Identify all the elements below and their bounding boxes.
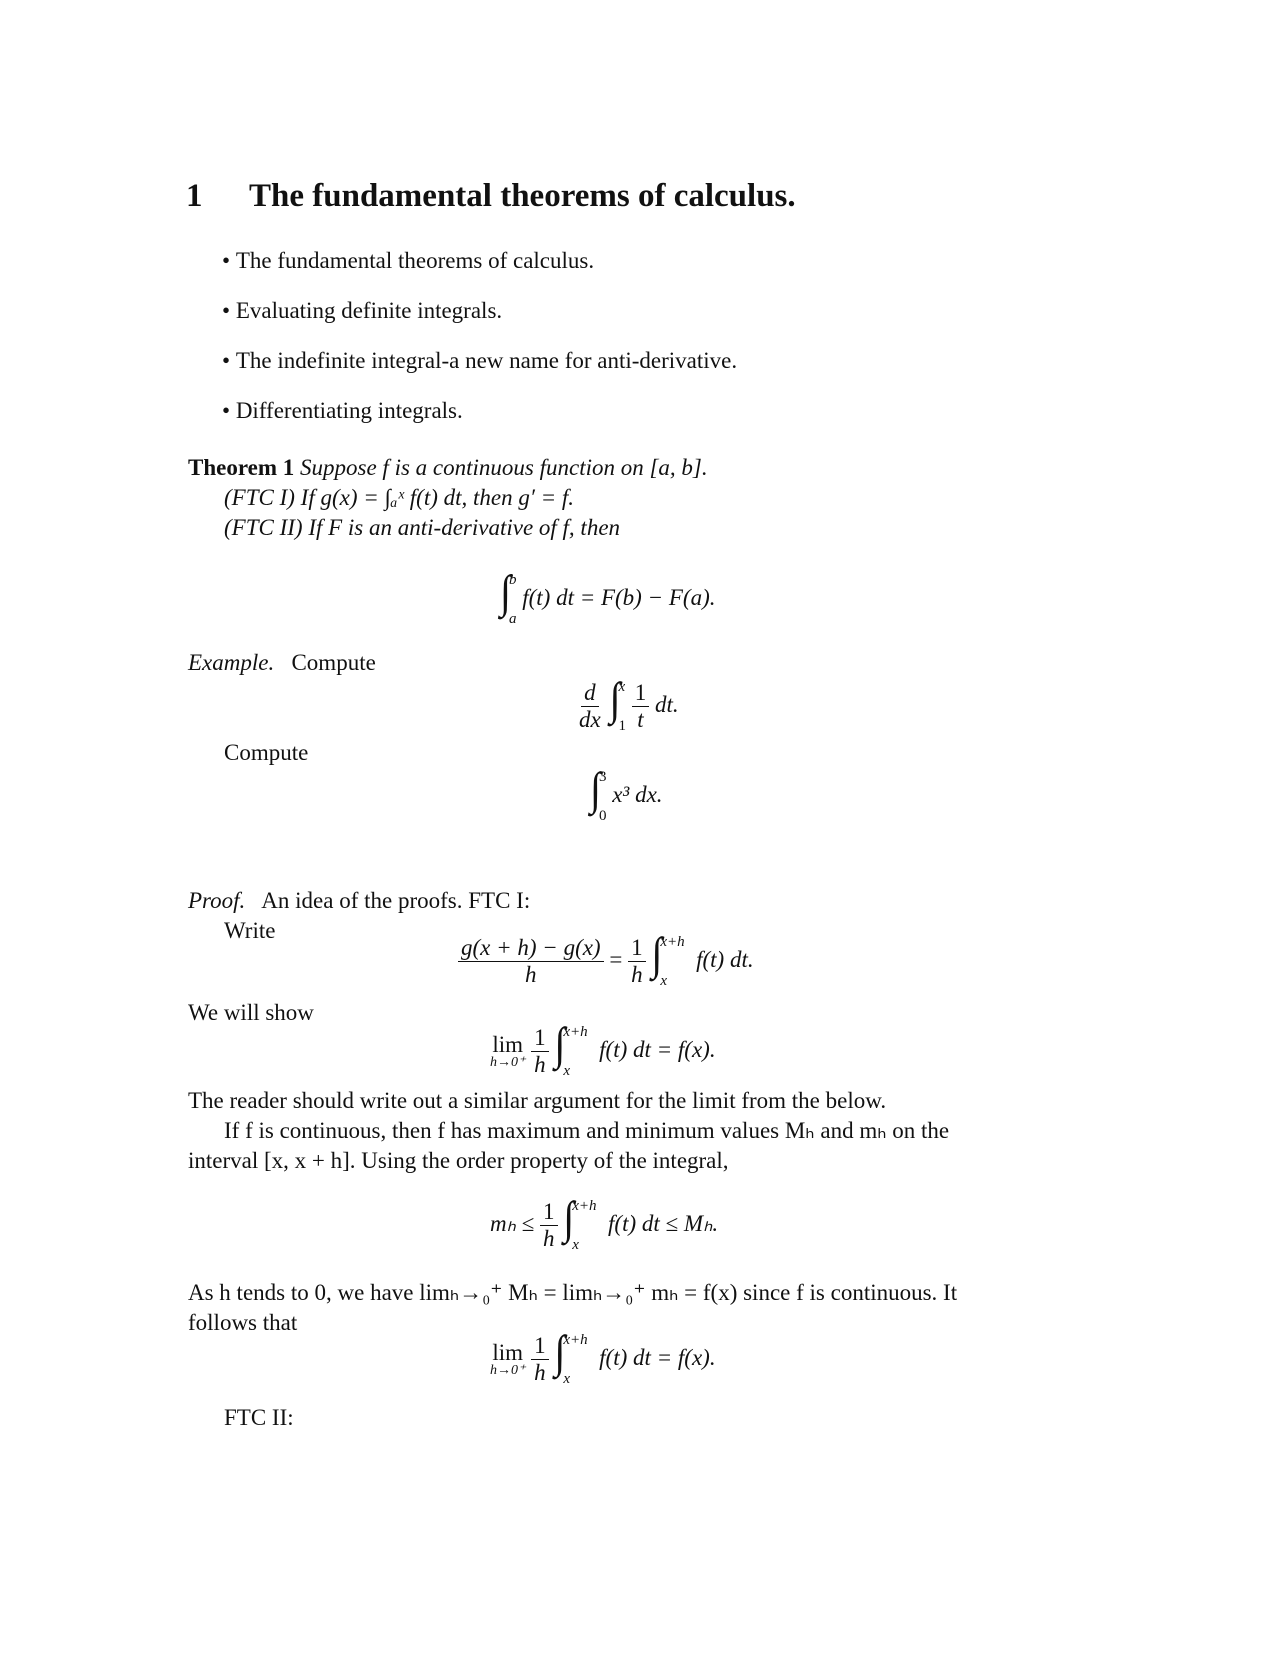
ftc2-equation: ∫ b a f(t) dt = F(b) − F(a). xyxy=(500,565,716,627)
bullet-icon: • xyxy=(222,348,231,373)
list-item: • Differentiating integrals. xyxy=(222,398,463,423)
paragraph-conclusion-line2: follows that xyxy=(188,1310,298,1335)
limit-equation: lim h→0⁺ $\frac{1}{h}$ ∫ x+h x f(t) dt = f(x). xyxy=(490,1017,716,1079)
derivative-operator: $\frac{d}{dx}$ xyxy=(579,680,601,733)
limit-operator: lim h→0⁺ xyxy=(490,1031,526,1070)
list-item: • The indefinite integral-a new name for anti-derivative. xyxy=(222,348,738,373)
example-equation-1: $\frac{d}{dx}$ ∫ x 1 $\frac{1}{t}$ dt. xyxy=(576,675,679,735)
difference-quotient-equation: $\frac{g(x + h) - g(x)}{h}$ = $\frac{1}{h}$ ∫ x+h x f(t) dt. xyxy=(458,930,754,990)
section-number: 1 xyxy=(186,178,203,214)
ftc1-statement: (FTC I) If g(x) = ∫ₐˣ f(t) dt, then g′ = f. xyxy=(224,485,575,510)
fraction: $\frac{1}{t}$ xyxy=(632,680,650,733)
paragraph-limit-below: The reader should write out a similar argument for the limit from the below. xyxy=(188,1088,887,1113)
inequality-equation: mₕ ≤ $\frac{1}{h}$ ∫ x+h x f(t) dt ≤ Mₕ. xyxy=(490,1191,719,1253)
integral-sign: ∫ xyxy=(651,927,663,980)
write-label: Write xyxy=(224,918,276,943)
bullet-icon: • xyxy=(222,298,231,323)
list-item: • Evaluating definite integrals. xyxy=(222,298,503,323)
section-title: The fundamental theorems of calculus. xyxy=(249,178,796,214)
limit-operator: lim h→0⁺ xyxy=(490,1339,526,1378)
integral-sign: ∫ xyxy=(609,672,621,725)
integral-sign: ∫ xyxy=(500,565,511,618)
integral-sign: ∫ xyxy=(563,1191,575,1244)
theorem-statement xyxy=(188,455,708,481)
final-limit-equation: lim h→0⁺ $\frac{1}{h}$ ∫ x+h x f(t) dt = f(x). xyxy=(490,1325,716,1387)
integral-sign: ∫ xyxy=(554,1017,566,1070)
integral-sign: ∫ xyxy=(590,762,601,815)
proof-label: Proof. xyxy=(188,888,246,913)
bullet-icon: • xyxy=(222,398,231,423)
theorem-label: Theorem 1 xyxy=(188,455,295,480)
example-label: Example. xyxy=(188,650,275,675)
ftc2-statement: (FTC II) If F is an anti-derivative of f, then xyxy=(224,515,621,540)
integral-sign: ∫ xyxy=(554,1325,566,1378)
example-heading: Example. Compute xyxy=(188,650,376,675)
bullet-icon: • xyxy=(222,248,231,273)
paragraph-max-min-line1: If f is continuous, then f has maximum and minimum values Mₕ and mₕ on the xyxy=(224,1118,950,1143)
paragraph-max-min-line2: interval [x, x + h]. Using the order property of the integral, xyxy=(188,1148,729,1173)
compute-label: Compute xyxy=(224,740,309,765)
difference-quotient: $\frac{g(x + h) - g(x)}{h}$ xyxy=(458,935,604,988)
we-will-show-label: We will show xyxy=(188,1000,314,1025)
proof-heading: Proof. An idea of the proofs. FTC I: xyxy=(188,888,531,913)
list-item: • The fundamental theorems of calculus. xyxy=(222,248,595,273)
ftc2-proof-label: FTC II: xyxy=(224,1405,294,1430)
paragraph-conclusion-line1: As h tends to 0, we have limₕ→₀⁺ Mₕ = limₕ→₀⁺ mₕ = f(x) since f is continuous. It xyxy=(188,1280,958,1305)
example-equation-2: ∫ 3 0 x³ dx. xyxy=(590,762,663,824)
theorem-hypothesis: Suppose f is a continuous function on [a, b]. xyxy=(300,455,708,480)
